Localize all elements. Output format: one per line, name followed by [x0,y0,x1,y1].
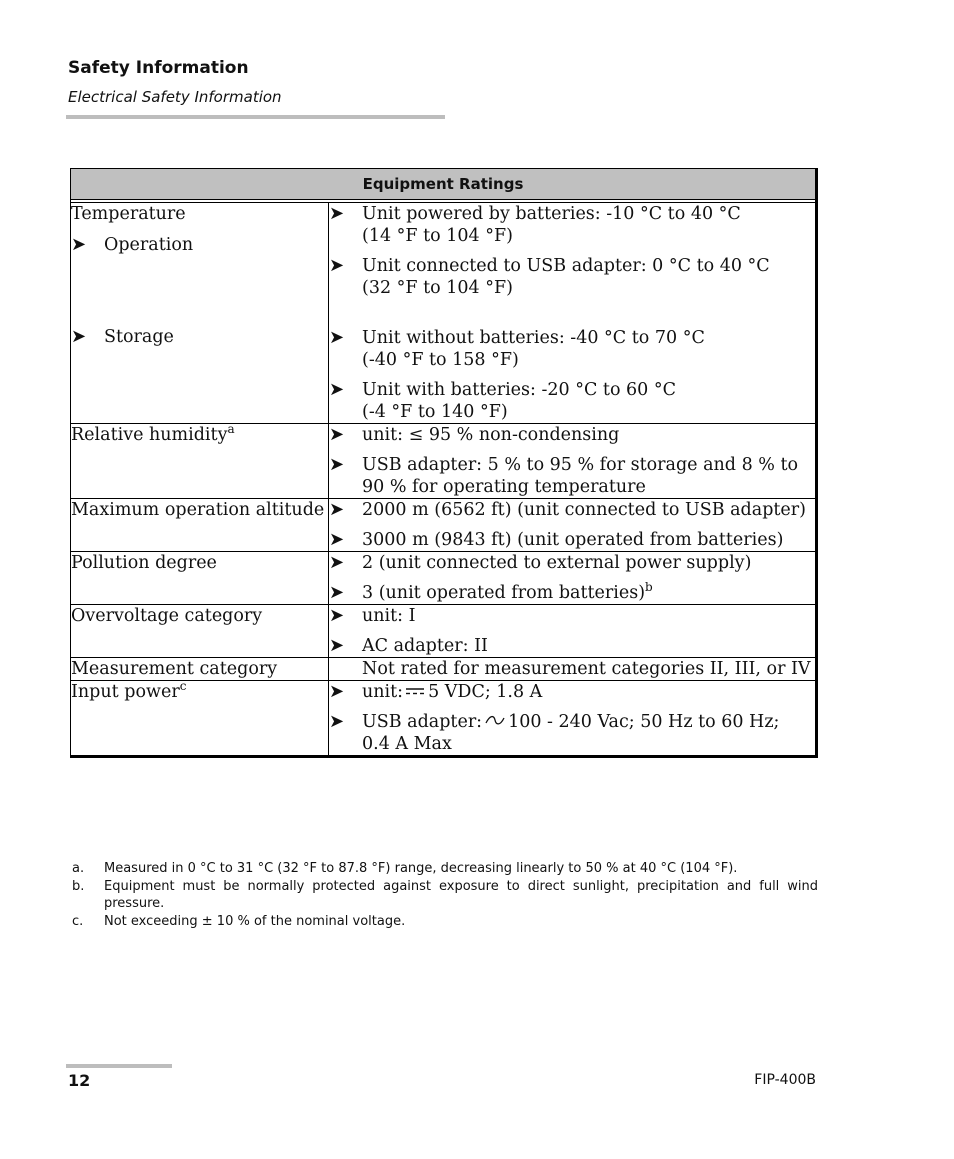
bullet-item [329,327,815,371]
footnote-text: Equipment must be normally protected against exposure to direct sunlight, precipitation and full wind pressure. [104,878,818,911]
bullet-text: Unit powered by batteries: -10 °C to 40 °C [362,204,741,224]
measurement-value: Not rated for measurement categories II, III, or IV [362,659,811,679]
bullet-item [329,454,815,498]
arrow-bullet-icon: ➤ [71,234,87,255]
bullet-text: (32 °F to 104 °F) [362,278,513,298]
bullet-text: (14 °F to 104 °F) [362,226,513,246]
temperature-label-cell [71,203,329,424]
operation-label: Operation [104,235,194,255]
footnote-text: Measured in 0 °C to 31 °C (32 °F to 87.8 °F) range, decreasing linearly to 50 % at 40 °C (104 °F). [104,861,738,876]
footnote-ref: a [227,422,235,436]
temperature-label: Temperature [71,204,186,224]
humidity-label: Relative humidity [71,425,228,445]
bullet-text: 0.4 A Max [362,734,452,754]
arrow-bullet-icon: ➤ [329,454,345,475]
bullet-text: 3 (unit operated from batteries) [362,583,646,603]
footnote-item [72,878,818,913]
section-subtitle: Electrical Safety Information [68,88,282,106]
bullet-item [329,635,815,657]
bullet-item [329,529,815,551]
overvoltage-values-cell [329,605,817,658]
temperature-values-cell [329,203,817,424]
table-row-input-power [71,681,817,757]
arrow-bullet-icon: ➤ [329,379,345,400]
arrow-bullet-icon: ➤ [71,326,87,347]
bullet-item [329,552,815,574]
footnote-item [72,860,818,878]
input-power-values-cell [329,681,817,757]
bullet-item [329,203,815,247]
altitude-label: Maximum operation altitude [71,499,329,552]
bullet-text: 2 (unit connected to external power supply) [362,553,752,573]
bullet-text: AC adapter: II [362,636,488,656]
arrow-bullet-icon: ➤ [329,499,345,520]
footnote-ref: b [645,580,653,594]
table-row-humidity [71,424,817,499]
page-number: 12 [68,1071,91,1090]
bullet-text: unit: ≤ 95 % non-condensing [362,425,620,445]
measurement-value-cell [329,658,817,681]
arrow-bullet-icon: ➤ [329,635,345,656]
table-row-measurement [71,658,817,681]
arrow-bullet-icon: ➤ [329,529,345,550]
altitude-values-cell [329,499,817,552]
input-power-label: Input power [71,682,180,702]
operation-item [71,234,328,256]
bullet-text: unit: [362,682,404,702]
arrow-bullet-icon: ➤ [329,424,345,445]
storage-item [71,326,328,348]
arrow-bullet-icon: ➤ [329,711,345,732]
bullet-item [329,499,815,521]
bullet-text: unit: I [362,606,416,626]
pollution-values-cell [329,552,817,605]
table-heading: Equipment Ratings [71,169,817,200]
arrow-bullet-icon: ➤ [329,203,345,224]
arrow-bullet-icon: ➤ [329,681,345,702]
storage-label: Storage [104,327,174,347]
arrow-bullet-icon: ➤ [329,605,345,626]
ac-current-icon [485,715,505,727]
table-row-temperature [71,203,817,424]
bullet-text: (-4 °F to 140 °F) [362,402,508,422]
footnote-letter: c. [72,913,84,929]
footnote-letter: a. [72,861,85,876]
dc-current-icon [405,686,425,696]
bullet-text: 100 - 240 Vac; 50 Hz to 60 Hz; [508,712,780,732]
footnote-letter: b. [72,878,85,894]
measurement-label: Measurement category [71,658,329,681]
bullet-text: 5 VDC; 1.8 A [428,682,543,702]
bullet-item [329,379,815,423]
equipment-ratings-table [70,168,818,758]
footnote-text: Not exceeding ± 10 % of the nominal voltage. [104,913,406,929]
bullet-text: Unit connected to USB adapter: 0 °C to 40 °C [362,256,770,276]
bullet-item [329,582,815,604]
bullet-text: USB adapter: [362,712,483,732]
overvoltage-label: Overvoltage category [71,605,329,658]
bullet-item [329,424,815,446]
bullet-text: (-40 °F to 158 °F) [362,350,519,370]
humidity-values-cell [329,424,817,499]
header-divider [66,115,445,119]
arrow-bullet-icon: ➤ [329,327,345,348]
arrow-bullet-icon: ➤ [329,255,345,276]
arrow-bullet-icon: ➤ [329,582,345,603]
bullet-item [329,605,815,627]
bullet-text: Unit without batteries: -40 °C to 70 °C [362,328,705,348]
bullet-item [329,255,815,299]
footnote-ref: c [179,679,187,693]
model-name: FIP-400B [754,1072,816,1088]
bullet-text: 2000 m (6562 ft) (unit connected to USB adapter) [362,500,806,520]
bullet-text: Unit with batteries: -20 °C to 60 °C [362,380,677,400]
arrow-bullet-icon: ➤ [329,552,345,573]
pollution-label: Pollution degree [71,552,329,605]
bullet-item [329,711,815,755]
table-row-overvoltage [71,605,817,658]
footnote-item [72,913,818,931]
bullet-item [329,681,815,703]
footnotes [72,860,818,930]
table-row-altitude [71,499,817,552]
bullet-text: 3000 m (9843 ft) (unit operated from batteries) [362,530,784,550]
section-title: Safety Information [68,58,249,78]
humidity-label-cell [71,424,329,499]
input-power-label-cell [71,681,329,757]
footer-divider [66,1064,172,1068]
table-row-pollution [71,552,817,605]
bullet-text: USB adapter: 5 % to 95 % for storage and 8 % to 90 % for operating temperature [362,455,799,497]
